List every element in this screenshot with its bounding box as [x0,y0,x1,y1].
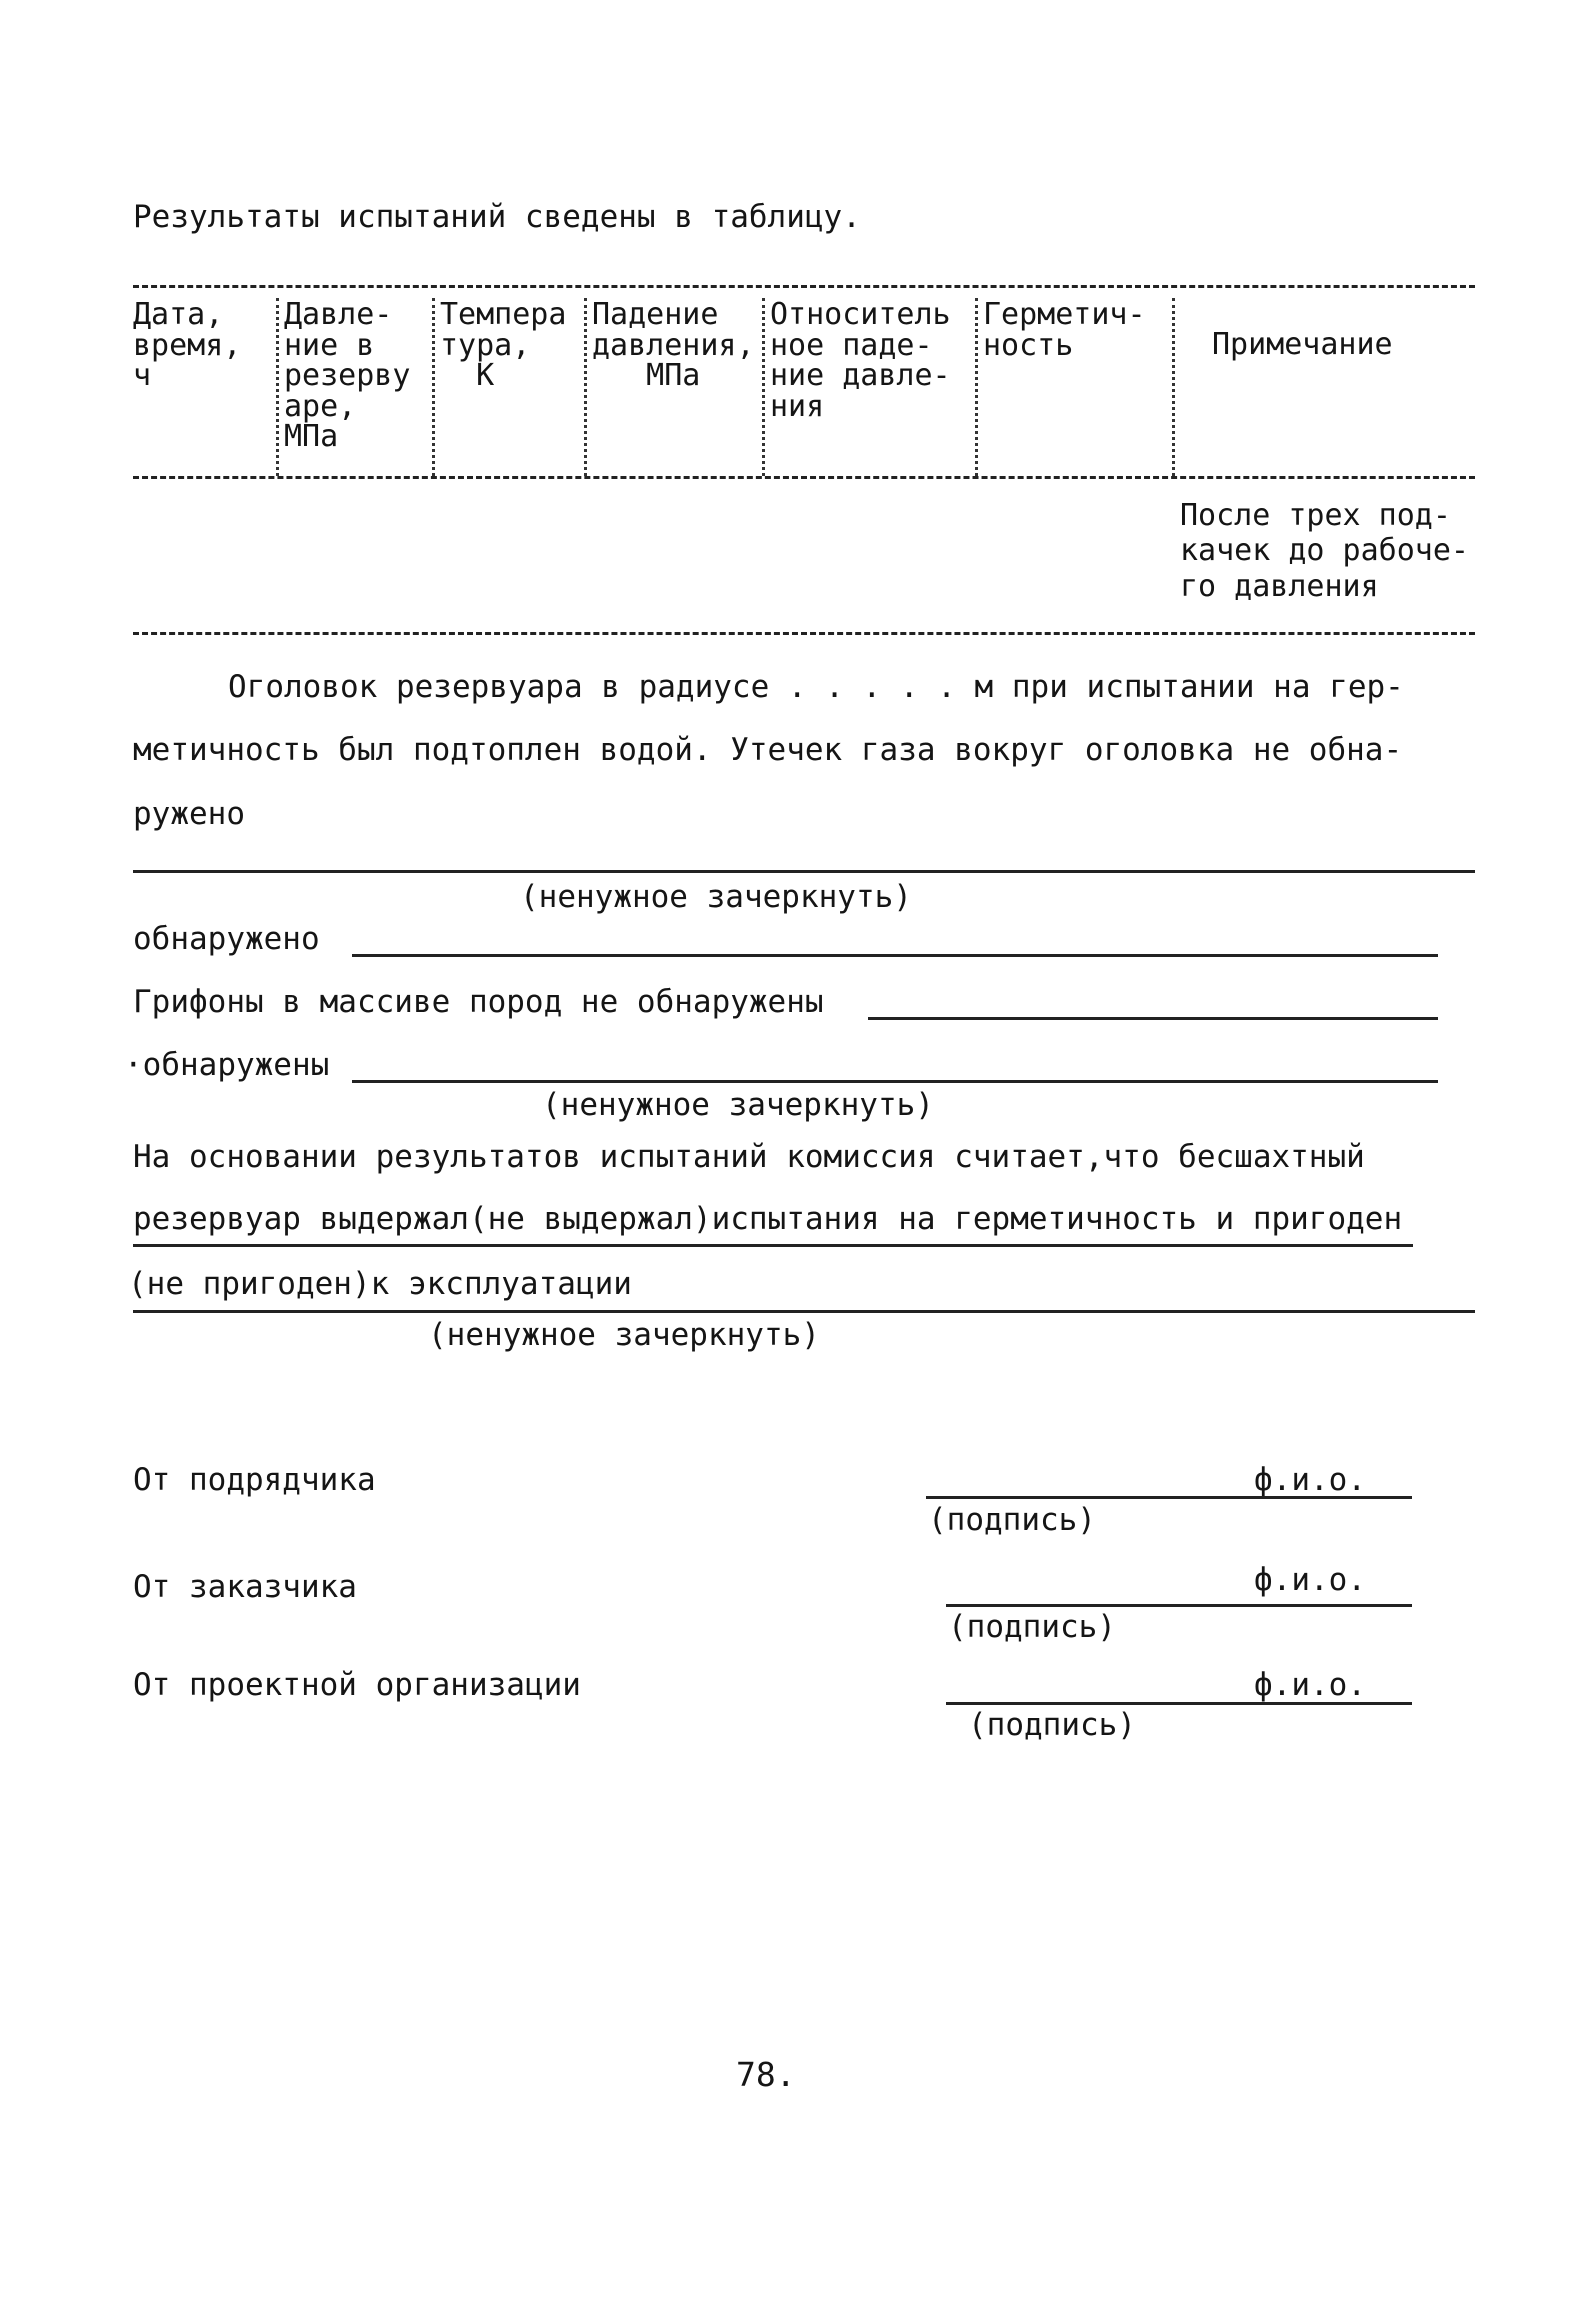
header-tightness: Герметич- ность [983,297,1146,363]
blank-line [133,870,1475,873]
paragraph-line: Оголовок резервуара в радиусе . . . . . м при испытании на гер- [228,669,1404,705]
paragraph-line: метичность был подтоплен водой. Утечек газа вокруг оголовка не обна- [133,732,1403,768]
signature-line [926,1496,1412,1499]
fill-line [352,1080,1438,1083]
column-divider [975,298,978,476]
header-pressure-drop: Падение давления, МПа [592,297,755,394]
signature-fio: ф.и.о. [1254,1462,1366,1498]
strike-note: (ненужное зачеркнуть) [428,1317,820,1353]
signature-fio: ф.и.о. [1254,1667,1366,1703]
found-label: обнаружено [133,921,320,957]
table-note: После трех под- качек до рабоче- го давления [1180,498,1469,604]
header-relative-drop: Относитель ное паде- ние давле- ния [770,297,951,424]
signature-line [946,1604,1412,1607]
header-pressure: Давле- ние в резерву аре, МПа [284,297,411,455]
column-divider [276,298,279,476]
signature-line [946,1702,1412,1705]
column-divider [432,298,435,476]
signature-caption: (подпись) [928,1502,1096,1538]
table-top-rule [133,285,1475,288]
paragraph-line: ружено [133,796,245,832]
conclusion-line: (не пригоден)к эксплуатации [128,1266,632,1302]
griffins-text: Грифоны в массиве пород не обнаружены [133,984,824,1020]
underline [133,1310,1475,1313]
fill-line [352,954,1438,957]
strike-note: (ненужное зачеркнуть) [542,1087,934,1123]
signature-caption: (подпись) [948,1609,1116,1645]
table-bottom-rule [133,632,1475,635]
header-temperature: Темпера тура, К [440,297,567,394]
signature-caption: (подпись) [968,1707,1136,1743]
conclusion-line: резервуар выдержал(не выдержал)испытания на герметичность и пригоден [133,1201,1403,1237]
column-divider [584,298,587,476]
signature-fio: ф.и.о. [1254,1562,1366,1598]
signature-party: От заказчика [133,1569,357,1605]
column-divider [762,298,765,476]
column-divider [1172,298,1175,476]
conclusion-line: На основании результатов испытаний комиссия считает,что бесшахтный [133,1139,1365,1175]
page-number: 78. [736,2055,796,2094]
signature-party: От подрядчика [133,1462,376,1498]
header-date-time: Дата, время, ч [133,297,242,394]
found-label: ·обнаружены [124,1047,330,1083]
header-remark: Примечание [1212,327,1393,362]
strike-note: (ненужное зачеркнуть) [520,879,912,915]
underline [133,1244,1413,1247]
table-header-rule [133,476,1475,479]
fill-line [868,1017,1438,1020]
signature-party: От проектной организации [133,1667,581,1703]
intro-text: Результаты испытаний сведены в таблицу. [133,199,861,235]
